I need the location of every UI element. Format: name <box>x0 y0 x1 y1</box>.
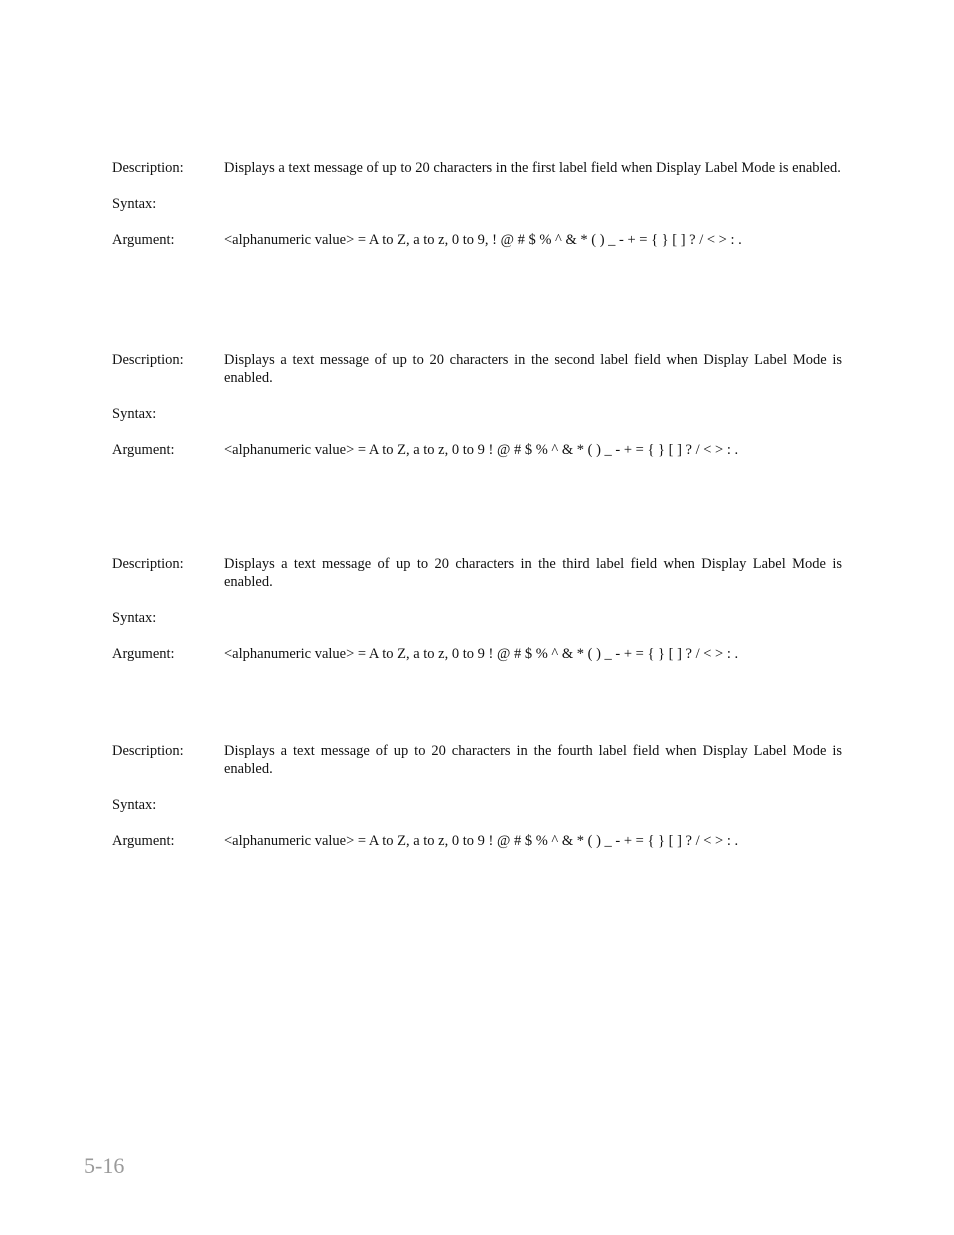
page-number: 5-16 <box>84 1153 125 1178</box>
command-entry-1 <box>112 159 842 249</box>
description-text: Displays a text message of up to 20 characters in the third label field when Display Label Mode is enabled. <box>224 556 842 590</box>
syntax-label: Syntax: <box>112 797 157 813</box>
argument-label: Argument: <box>112 442 175 458</box>
description-text: Displays a text message of up to 20 characters in the fourth label field when Display Label Mode is enabled. <box>224 743 842 777</box>
command-entry-3 <box>112 555 842 663</box>
syntax-row <box>112 195 842 213</box>
argument-text: <alphanumeric value> = A to Z, a to z, 0 to 9 ! @ # $ % ^ & * ( ) _ - + = { } [ ] ? / < > : . <box>224 442 739 458</box>
description-row <box>112 159 842 177</box>
description-label: Description: <box>112 556 184 572</box>
description-label: Description: <box>112 352 184 368</box>
argument-text: <alphanumeric value> = A to Z, a to z, 0 to 9 ! @ # $ % ^ & * ( ) _ - + = { } [ ] ? / < > : . <box>224 646 739 662</box>
syntax-label: Syntax: <box>112 196 157 212</box>
description-row <box>112 742 842 778</box>
description-text: Displays a text message of up to 20 characters in the first label field when Display Label Mode is enabled. <box>224 160 841 176</box>
syntax-row <box>112 405 842 423</box>
description-label: Description: <box>112 160 184 176</box>
syntax-row <box>112 796 842 814</box>
description-text: Displays a text message of up to 20 characters in the second label field when Display Label Mode is enabled. <box>224 352 842 386</box>
command-entry-4 <box>112 742 842 850</box>
description-row <box>112 351 842 387</box>
description-row <box>112 555 842 591</box>
syntax-label: Syntax: <box>112 610 157 626</box>
command-entry-2 <box>112 351 842 459</box>
syntax-row <box>112 609 842 627</box>
argument-row <box>112 441 842 459</box>
argument-row <box>112 231 842 249</box>
syntax-label: Syntax: <box>112 406 157 422</box>
argument-row <box>112 645 842 663</box>
argument-text: <alphanumeric value> = A to Z, a to z, 0 to 9 ! @ # $ % ^ & * ( ) _ - + = { } [ ] ? / < > : . <box>224 833 739 849</box>
argument-label: Argument: <box>112 646 175 662</box>
argument-text: <alphanumeric value> = A to Z, a to z, 0 to 9, ! @ # $ % ^ & * ( ) _ - + = { } [ ] ? / < > : . <box>224 232 742 248</box>
description-label: Description: <box>112 743 184 759</box>
argument-row <box>112 832 842 850</box>
argument-label: Argument: <box>112 833 175 849</box>
argument-label: Argument: <box>112 232 175 248</box>
